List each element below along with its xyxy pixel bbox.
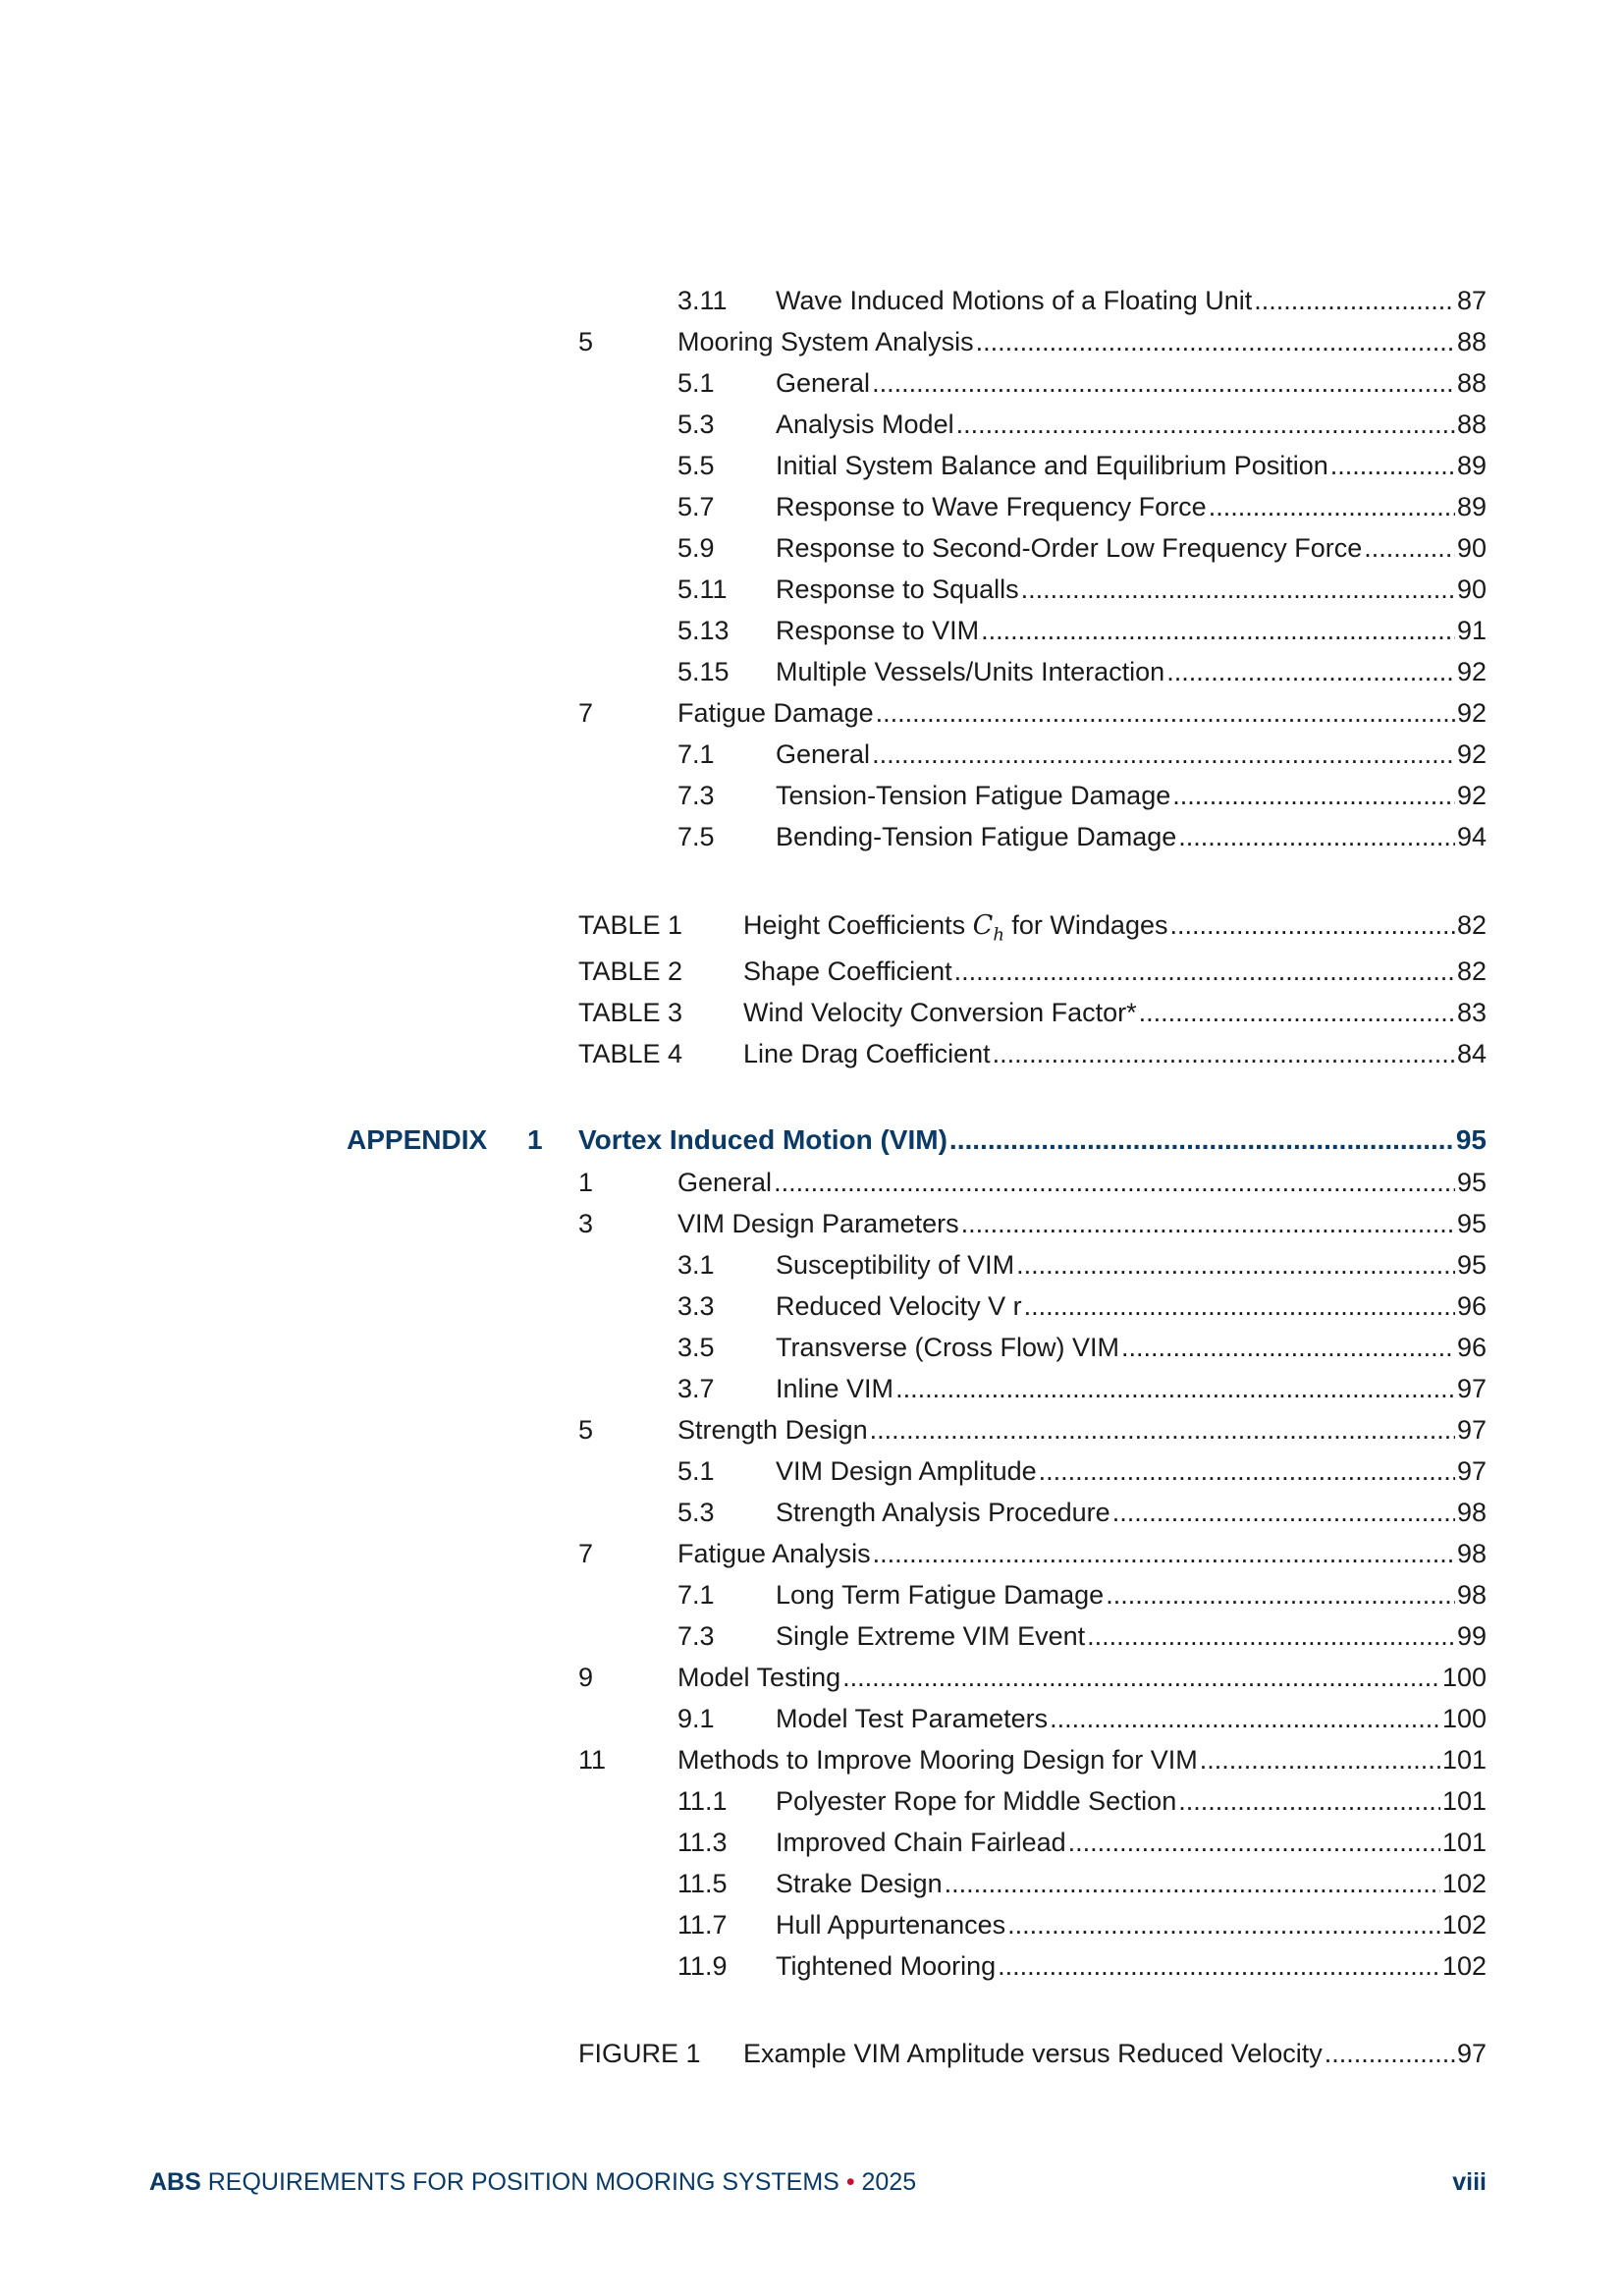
table-label: TABLE 1 <box>578 910 683 940</box>
toc-entry-number: 7.1 <box>677 1580 715 1610</box>
toc-entry[interactable] <box>0 448 1487 483</box>
dot-leader <box>876 695 1455 731</box>
toc-entry-title: Improved Chain Fairlead <box>776 1828 1066 1857</box>
toc-entry-number: 3.11 <box>677 286 728 315</box>
dot-leader <box>1106 1577 1455 1613</box>
page-footer <box>149 2164 1487 2200</box>
dot-leader <box>1039 1453 1455 1489</box>
dot-leader <box>998 1948 1440 1984</box>
toc-entry[interactable] <box>0 1907 1487 1942</box>
table-title: Shape Coefficient <box>743 957 952 986</box>
toc-entry[interactable] <box>0 1412 1487 1448</box>
dot-leader <box>1021 572 1455 607</box>
toc-entry[interactable] <box>0 1371 1487 1406</box>
toc-entry-title: Fatigue Analysis <box>677 1539 871 1568</box>
toc-entry-page: 101 <box>1441 1786 1487 1816</box>
toc-entry-number: 5.15 <box>677 657 730 686</box>
toc-entry-title: Polyester Rope for Middle Section <box>776 1786 1177 1816</box>
table-title: Height Coefficients $C_h$ for Windages <box>743 910 1168 946</box>
toc-entry-number: 5.3 <box>677 1498 715 1527</box>
toc-entry-page: 102 <box>1441 1869 1487 1898</box>
dot-leader <box>1007 1907 1440 1942</box>
dot-leader <box>1166 654 1455 689</box>
toc-entry-page: 100 <box>1441 1663 1487 1692</box>
toc-entry[interactable] <box>0 778 1487 813</box>
toc-table-entry[interactable] <box>0 995 1487 1030</box>
toc-entry-page: 88 <box>1456 410 1487 439</box>
toc-entry[interactable] <box>0 324 1487 359</box>
toc-entry-page: 97 <box>1456 1456 1487 1486</box>
dot-leader <box>961 1206 1455 1241</box>
toc-entry-number: 3.3 <box>677 1291 715 1321</box>
toc-entry-title: Inline VIM <box>776 1374 894 1403</box>
toc-figure-entry[interactable] <box>0 2036 1487 2071</box>
toc-entry-title: Fatigue Damage <box>677 698 874 728</box>
toc-entry-number: 3.7 <box>677 1374 715 1403</box>
dot-leader <box>774 1165 1455 1200</box>
dot-leader <box>1024 1288 1455 1324</box>
toc-entry[interactable] <box>0 1783 1487 1819</box>
dot-leader <box>873 1536 1455 1571</box>
toc-entry[interactable] <box>0 654 1487 689</box>
toc-entry-number: 3.1 <box>677 1250 715 1280</box>
toc-entry[interactable] <box>0 1453 1487 1489</box>
toc-appendix-heading[interactable] <box>0 1122 1487 1158</box>
toc-entry-title: Hull Appurtenances <box>776 1910 1006 1940</box>
table-title: Line Drag Coefficient <box>743 1039 991 1068</box>
toc-entry-number: 11.1 <box>677 1786 728 1816</box>
toc-entry-number: 5.1 <box>677 368 715 398</box>
toc-entry-title: VIM Design Amplitude <box>776 1456 1037 1486</box>
dot-leader <box>993 1036 1455 1071</box>
toc-entry-page: 97 <box>1456 1415 1487 1445</box>
abs-brand: ABS <box>149 2168 201 2196</box>
table-title: Wind Velocity Conversion Factor* <box>743 998 1137 1027</box>
appendix-page: 95 <box>1455 1124 1487 1155</box>
toc-entry-number: 7.1 <box>677 739 715 769</box>
toc-entry-page: 102 <box>1441 1910 1487 1940</box>
toc-entry-title: Transverse (Cross Flow) VIM <box>776 1333 1120 1362</box>
toc-entry-title: Response to Squalls <box>776 574 1019 604</box>
dot-leader <box>1325 2036 1455 2071</box>
toc-entry-title: Model Test Parameters <box>776 1704 1049 1733</box>
toc-entry[interactable] <box>0 1866 1487 1901</box>
toc-entry-title: Bending-Tension Fatigue Damage <box>776 822 1177 851</box>
toc-entry-number: 3.5 <box>677 1333 715 1362</box>
toc-entry[interactable] <box>0 1536 1487 1571</box>
toc-entry[interactable] <box>0 737 1487 772</box>
toc-entry-page: 90 <box>1456 533 1487 563</box>
toc-entry-title: Multiple Vessels/Units Interaction <box>776 657 1165 686</box>
dot-leader <box>1169 907 1454 943</box>
toc-entry-page: 95 <box>1456 1209 1487 1238</box>
toc-entry-number: 5.3 <box>677 410 715 439</box>
toc-entry-page: 102 <box>1441 1951 1487 1981</box>
dot-leader <box>1178 1783 1440 1819</box>
toc-entry-number: 5.9 <box>677 533 715 563</box>
table-label: TABLE 3 <box>578 998 683 1027</box>
toc-table-entry[interactable] <box>0 1036 1487 1071</box>
toc-entry-title: Wave Induced Motions of a Floating Unit <box>776 286 1253 315</box>
toc-entry-page: 101 <box>1441 1828 1487 1857</box>
toc-entry-number: 5.5 <box>677 451 715 480</box>
toc-entry[interactable] <box>0 1206 1487 1241</box>
toc-entry-title: Single Extreme VIM Event <box>776 1621 1086 1651</box>
toc-entry-title: VIM Design Parameters <box>677 1209 959 1238</box>
table-page: 84 <box>1456 1039 1487 1068</box>
figure-title: Example VIM Amplitude versus Reduced Velocity <box>743 2039 1323 2068</box>
toc-entry-title: General <box>776 739 871 769</box>
toc-entry-number: 3 <box>578 1209 594 1238</box>
toc-entry[interactable] <box>0 1948 1487 1984</box>
dot-leader <box>1016 1247 1455 1283</box>
toc-entry-page: 101 <box>1441 1745 1487 1775</box>
toc-table-entry[interactable] <box>0 954 1487 989</box>
dot-leader <box>949 1122 1454 1158</box>
dot-leader <box>1121 1330 1455 1365</box>
dot-leader <box>945 1866 1440 1901</box>
footer-year: 2025 <box>861 2168 917 2196</box>
toc-entry-title: General <box>776 368 871 398</box>
toc-entry[interactable] <box>0 1495 1487 1530</box>
dot-leader <box>1139 995 1455 1030</box>
toc-entry-number: 5.13 <box>677 616 730 645</box>
table-label: TABLE 2 <box>578 957 683 986</box>
toc-entry-number: 1 <box>578 1168 594 1197</box>
appendix-label: APPENDIX <box>347 1124 488 1155</box>
toc-entry-page: 92 <box>1456 781 1487 810</box>
toc-entry-number: 7.5 <box>677 822 715 851</box>
toc-entry-title: Susceptibility of VIM <box>776 1250 1015 1280</box>
toc-entry-number: 7.3 <box>677 781 715 810</box>
toc-entry-page: 95 <box>1456 1250 1487 1280</box>
dot-leader <box>895 1371 1455 1406</box>
toc-entry[interactable] <box>0 695 1487 731</box>
dot-leader <box>842 1660 1440 1695</box>
toc-entry-number: 9 <box>578 1663 594 1692</box>
appendix-number: 1 <box>527 1124 543 1155</box>
toc-entry-number: 11.3 <box>677 1828 728 1857</box>
toc-entry[interactable] <box>0 1742 1487 1777</box>
toc-entry[interactable] <box>0 530 1487 566</box>
figure-label: FIGURE 1 <box>578 2039 701 2068</box>
toc-entry-title: Analysis Model <box>776 410 954 439</box>
toc-entry[interactable] <box>0 1618 1487 1654</box>
toc-entry-title: Model Testing <box>677 1663 841 1692</box>
toc-entry[interactable] <box>0 407 1487 442</box>
toc-entry[interactable] <box>0 283 1487 318</box>
toc-entry-page: 87 <box>1456 286 1487 315</box>
toc-entry[interactable] <box>0 572 1487 607</box>
toc-entry[interactable] <box>0 1825 1487 1860</box>
toc-entry-title: Initial System Balance and Equilibrium Position <box>776 451 1328 480</box>
toc-entry-page: 98 <box>1456 1498 1487 1527</box>
toc-entry-title: Mooring System Analysis <box>677 327 974 356</box>
toc-entry-page: 94 <box>1456 822 1487 851</box>
toc-table-entry[interactable] <box>0 907 1487 946</box>
toc-entry-number: 9.1 <box>677 1704 715 1733</box>
toc-entry[interactable] <box>0 1165 1487 1200</box>
toc-entry[interactable] <box>0 489 1487 524</box>
table-page: 82 <box>1456 910 1487 940</box>
toc-entry-page: 92 <box>1456 657 1487 686</box>
toc-entry-page: 88 <box>1456 327 1487 356</box>
table-page: 83 <box>1456 998 1487 1027</box>
toc-entry[interactable] <box>0 1288 1487 1324</box>
toc-entry[interactable] <box>0 1701 1487 1736</box>
dot-leader <box>956 407 1455 442</box>
toc-entry-title: Response to Wave Frequency Force <box>776 492 1207 521</box>
footer-document-title: REQUIREMENTS FOR POSITION MOORING SYSTEMS <box>207 2168 839 2196</box>
dot-leader <box>1068 1825 1440 1860</box>
toc-entry-title: Reduced Velocity V r <box>776 1291 1022 1321</box>
toc-entry-number: 11.9 <box>677 1951 728 1981</box>
dot-leader <box>1050 1701 1440 1736</box>
toc-entry-page: 92 <box>1456 739 1487 769</box>
footer-separator: • <box>845 2168 855 2196</box>
toc-entry[interactable] <box>0 1330 1487 1365</box>
height-coefficient-symbol: $C_h$ <box>972 910 1004 946</box>
toc-entry-number: 11 <box>578 1745 607 1775</box>
dot-leader <box>872 737 1455 772</box>
dot-leader <box>1172 778 1455 813</box>
toc-entry-title: Strength Analysis Procedure <box>776 1498 1110 1527</box>
toc-entry-page: 99 <box>1456 1621 1487 1651</box>
page-number: viii <box>1452 2168 1487 2196</box>
toc-entry-number: 5.1 <box>677 1456 715 1486</box>
toc-entry-title: Tension-Tension Fatigue Damage <box>776 781 1171 810</box>
toc-entry-page: 95 <box>1456 1168 1487 1197</box>
toc-entry[interactable] <box>0 1247 1487 1283</box>
table-label: TABLE 4 <box>578 1039 683 1068</box>
dot-leader <box>1330 448 1455 483</box>
toc-entry-page: 90 <box>1456 574 1487 604</box>
dot-leader <box>1112 1495 1455 1530</box>
toc-entry[interactable] <box>0 613 1487 648</box>
toc-entry-page: 89 <box>1456 451 1487 480</box>
toc-entry-number: 5 <box>578 1415 594 1445</box>
dot-leader <box>1200 1742 1440 1777</box>
toc-entry-number: 7 <box>578 698 594 728</box>
appendix-title: Vortex Induced Motion (VIM) <box>578 1124 947 1155</box>
dot-leader <box>981 613 1455 648</box>
toc-entry-number: 5 <box>578 327 594 356</box>
toc-entry-title: General <box>677 1168 773 1197</box>
toc-entry[interactable] <box>0 819 1487 854</box>
dot-leader <box>1178 819 1455 854</box>
dot-leader <box>976 324 1455 359</box>
dot-leader <box>954 954 1455 989</box>
dot-leader <box>1364 530 1455 566</box>
toc-entry-number: 5.7 <box>677 492 715 521</box>
toc-entry-page: 98 <box>1456 1580 1487 1610</box>
toc-entry-title: Strake Design <box>776 1869 943 1898</box>
toc-entry-title: Tightened Mooring <box>776 1951 997 1981</box>
toc-entry[interactable] <box>0 1577 1487 1613</box>
toc-entry-title: Response to VIM <box>776 616 980 645</box>
toc-entry[interactable] <box>0 1660 1487 1695</box>
toc-entry-title: Response to Second-Order Low Frequency Force <box>776 533 1363 563</box>
toc-entry-page: 97 <box>1456 1374 1487 1403</box>
dot-leader <box>870 1412 1455 1448</box>
toc-entry-page: 89 <box>1456 492 1487 521</box>
toc-entry-page: 96 <box>1456 1333 1487 1362</box>
dot-leader <box>1087 1618 1455 1654</box>
toc-entry[interactable] <box>0 365 1487 401</box>
figure-page: 97 <box>1456 2039 1487 2068</box>
toc-entry-number: 11.7 <box>677 1910 728 1940</box>
table-page: 82 <box>1456 957 1487 986</box>
toc-entry-page: 98 <box>1456 1539 1487 1568</box>
toc-entry-number: 7 <box>578 1539 594 1568</box>
toc-entry-page: 100 <box>1441 1704 1487 1733</box>
dot-leader <box>872 365 1455 401</box>
toc-entry-page: 88 <box>1456 368 1487 398</box>
toc-entry-title: Long Term Fatigue Damage <box>776 1580 1105 1610</box>
toc-entry-title: Methods to Improve Mooring Design for VIM <box>677 1745 1198 1775</box>
toc-entry-page: 96 <box>1456 1291 1487 1321</box>
toc-entry-page: 91 <box>1456 616 1487 645</box>
toc-entry-number: 5.11 <box>677 574 728 604</box>
toc-entry-title: Strength Design <box>677 1415 868 1445</box>
dot-leader <box>1209 489 1455 524</box>
dot-leader <box>1254 283 1455 318</box>
toc-entry-number: 7.3 <box>677 1621 715 1651</box>
toc-entry-number: 11.5 <box>677 1869 728 1898</box>
toc-entry-page: 92 <box>1456 698 1487 728</box>
